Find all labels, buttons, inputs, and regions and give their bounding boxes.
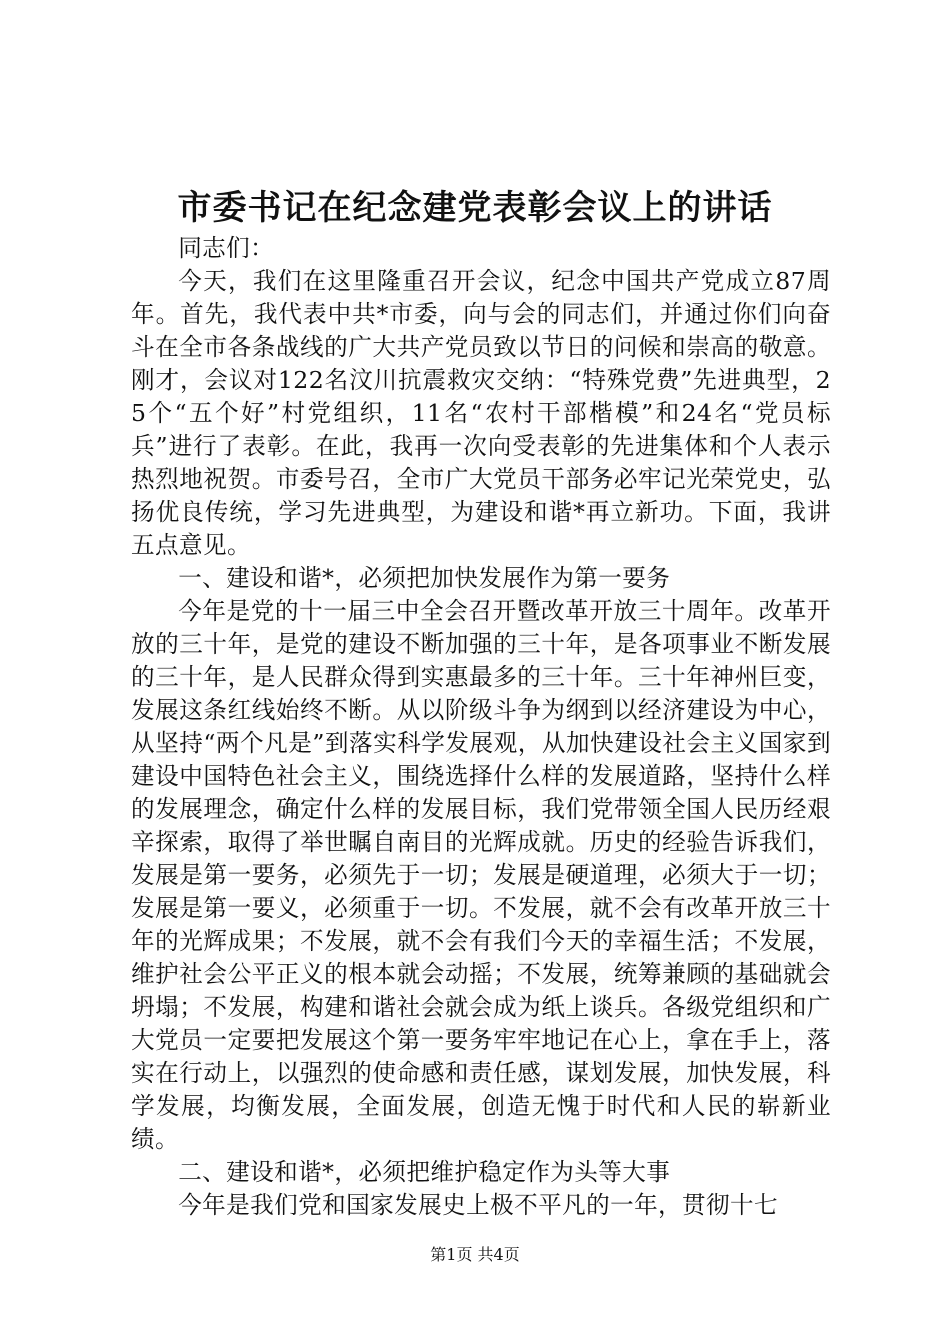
- paragraph-opening: 今天，我们在这里隆重召开会议，纪念中国共产党成立87周年。首先，我代表中共*市委，向与会的同志们，并通过你们向奋斗在全市各条战线的广大共产党员致以节日的问候和崇高的敬意。刚才，会议对122名汶川抗震救灾交纳：“特殊党费”先进典型，25个“五个好”村党组织，11名“农村干部楷模”和24名“党员标兵”进行了表彰。在此，我再一次向受表彰的先进集体和个人表示热烈地祝贺。市委号召，全市广大党员干部务必牢记光荣党史，弘扬优良传统，学习先进典型，为建设和谐*再立新功。下面，我讲五点意见。: [131, 267, 831, 559]
- section-heading-2: 二、建设和谐*，必须把维护稳定作为头等大事: [178, 1158, 671, 1186]
- salutation: 同志们：: [178, 234, 275, 262]
- paragraph-section-2: 今年是我们党和国家发展史上极不平凡的一年，贯彻十七: [178, 1191, 779, 1219]
- document-body: [131, 232, 831, 1222]
- section-heading-1: 一、建设和谐*，必须把加快发展作为第一要务: [178, 564, 671, 592]
- paragraph-section-1: 今年是党的十一届三中全会召开暨改革开放三十周年。改革开放的三十年，是党的建设不断加强的三十年，是各项事业不断发展的三十年，是人民群众得到实惠最多的三十年。三十年神州巨变，发展这条红线始终不断。从以阶级斗争为纲到以经济建设为中心，从坚持“两个凡是”到落实科学发展观，从加快建设社会主义国家到建设中国特色社会主义，围绕选择什么样的发展道路，坚持什么样的发展理念，确定什么样的发展目标，我们党带领全国人民历经艰辛探索，取得了举世瞩自南目的光辉成就。历史的经验告诉我们，发展是第一要务，必须先于一切；发展是硬道理，必须大于一切；发展是第一要义，必须重于一切。不发展，就不会有改革开放三十年的光辉成果；不发展，就不会有我们今天的幸福生活；不发展，维护社会公平正义的根本就会动摇；不发展，统筹兼顾的基础就会坍塌；不发展，构建和谐社会就会成为纸上谈兵。各级党组织和广大党员一定要把发展这个第一要务牢牢地记在心上，拿在手上，落实在行动上，以强烈的使命感和责任感，谋划发展，加快发展，科学发展，均衡发展，全面发展，创造无愧于时代和人民的崭新业绩。: [131, 597, 831, 1153]
- document-title: 市委书记在纪念建党表彰会议上的讲话: [177, 188, 773, 228]
- page-number-footer: 第1页 共4页: [430, 1245, 520, 1264]
